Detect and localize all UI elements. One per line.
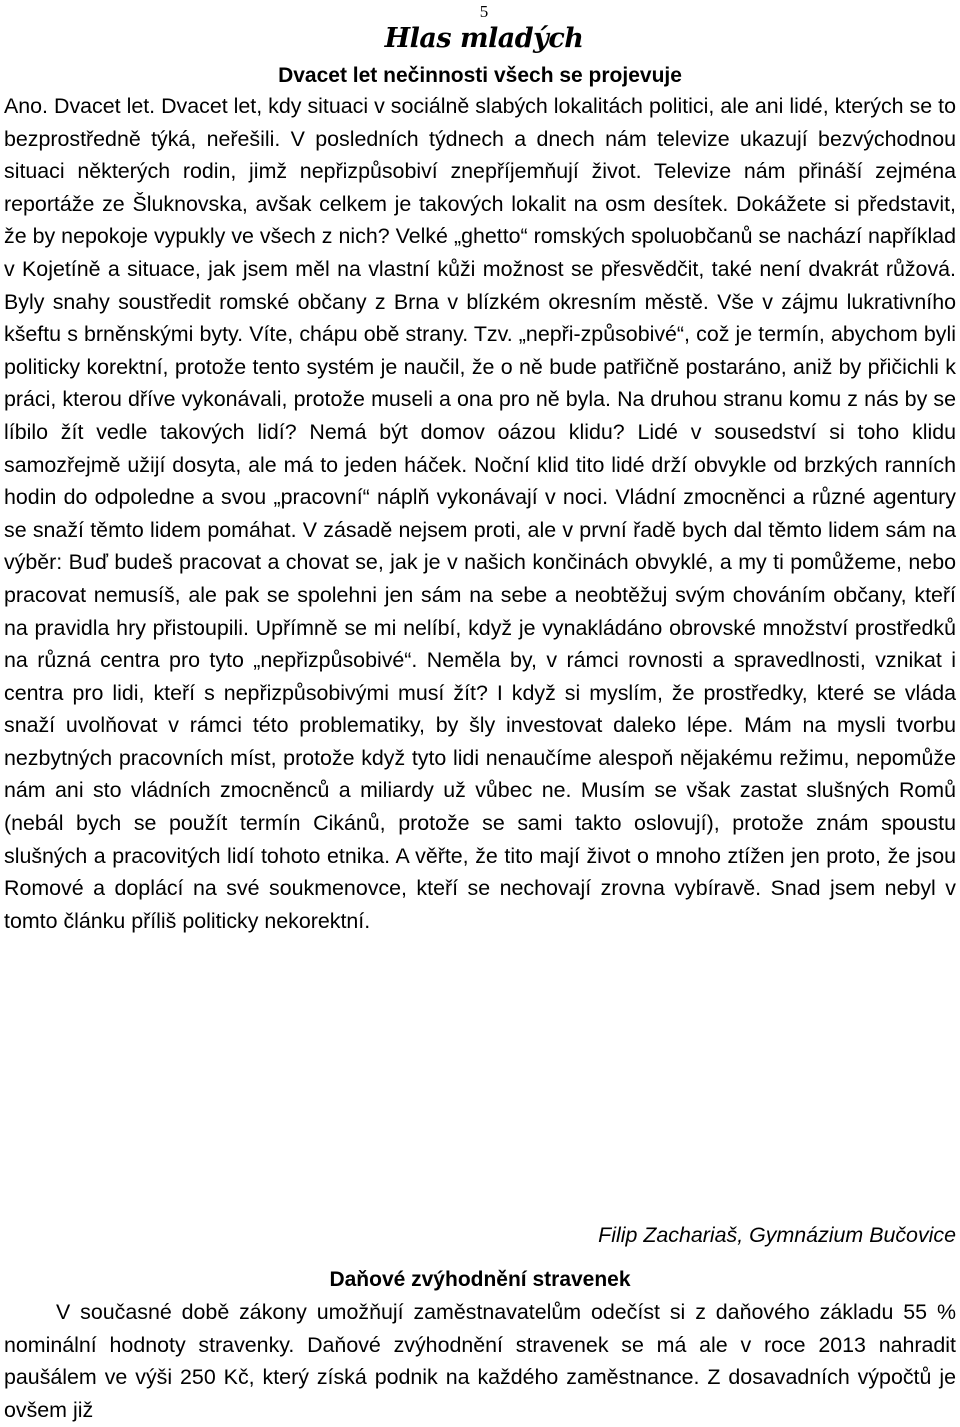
second-article-body: V současné době zákony umožňují zaměstnavatelům odečíst si z daňového základu 55 % nominální hodnoty stravenky. Daňové zvýhodnění stravenek se má ale v roce 2013 nahradit paušálem ve výši 250 Kč, který získá podnik na každého zaměstnance. Z dosavadních výpočtů je ovšem již (4, 1300, 956, 1422)
page-number: 5 (479, 2, 489, 21)
article-title: Dvacet let nečinnosti všech se projevuje (278, 64, 682, 87)
second-article-title: Daňové zvýhodnění stravenek (329, 1268, 631, 1291)
masthead-title: Hlas mladých (384, 23, 584, 54)
article-body: Ano. Dvacet let. Dvacet let, kdy situaci v sociálně slabých lokalitách politici, ale ani lidé, kterých se to bezprostředně týká, neřešili. V posledních týdnech a dnech nám televize ukazují bezvýchodnou situaci některých rodin, jimž nepřizpůsobiví znepříjemňují život. Televize nám přináší zejména reportáže ze Šluknovska, avšak celkem je takových lokalit na osm desítek. Dokážete si představit, že by nepokoje vypukly ve všech z nich? Velké „ghetto“ romských spoluobčanů se nachází například v Kojetíně a situace, jak jsem měl na vlastní kůži možnost se přesvědčit, také není dvakrát růžová. Byly snahy soustředit romské občany z Brna v blízkém okresním městě. Vše v zájmu lukrativního kšeftu s brněnskými byty. Víte, chápu obě strany. Tzv. „nepři-způsobivé“, což je termín, abychom byli politicky korektní, protože tento systém je naučil, že o ně bude patřičně postaráno, aniž by přičichli k práci, kterou dříve vykonávali, protože museli a ona pro ně byla. Na druhou stranu komu z nás by se líbilo žít vedle takových lidí? Nemá být domov oázou klidu? Lidé v sousedství si toho klidu samozřejmě užijí dosyta, ale má to jeden háček. Noční klid tito lidé drží obvykle od brzkých ranních hodin do odpoledne a svou „pracovní“ náplň vykonávají v noci. Vládní zmocněnci a různé agentury se snaží těmto lidem pomáhat. V zásadě nejsem proti, ale v první řadě bych dal těmto lidem sám na výběr: Buď budeš pracovat a chovat se, jak je v našich končinách obvyklé, a my ti pomůžeme, nebo pracovat nemusíš, ale pak se spolehni jen sám na sebe a neobtěžuj svým chováním občany, kteří na pravidla hry přistoupili. Upřímně se mi nelíbí, když je vynakládáno obrovské množství prostředků na různá centra pro tyto „nepřizpůsobivé“. Neměla by, v rámci rovnosti a spravedlnosti, vznikat i centra pro lidi, kteří s nepřizpůsobivými musí žít? I když si myslím, že prostředky, které se vláda snaží uvolňovat v rámci této problematiky, by šly investovat daleko lépe. Mám na mysli tvorbu nezbytných pracovních míst, protože když tyto lidi nenaučíme alespoň nějakému režimu, nepomůže nám ani sto vládních zmocněnců a miliardy už vůbec ne. Musím se však zastat slušných Romů (nebál bych se použít termín Cikánů, protože se sami takto oslovují), protože znám spoustu slušných a pracovitých lidí tohoto etnika. A věřte, že tito mají život o mnoho ztížen jen proto, že jsou Romové a doplácí na své soukmenovce, kteří se nechovají zrovna vybíravě. Snad jsem nebyl v tomto článku příliš politicky nekorektní. (4, 94, 956, 933)
article-author: Filip Zachariaš, Gymnázium Bučovice (598, 1223, 956, 1247)
